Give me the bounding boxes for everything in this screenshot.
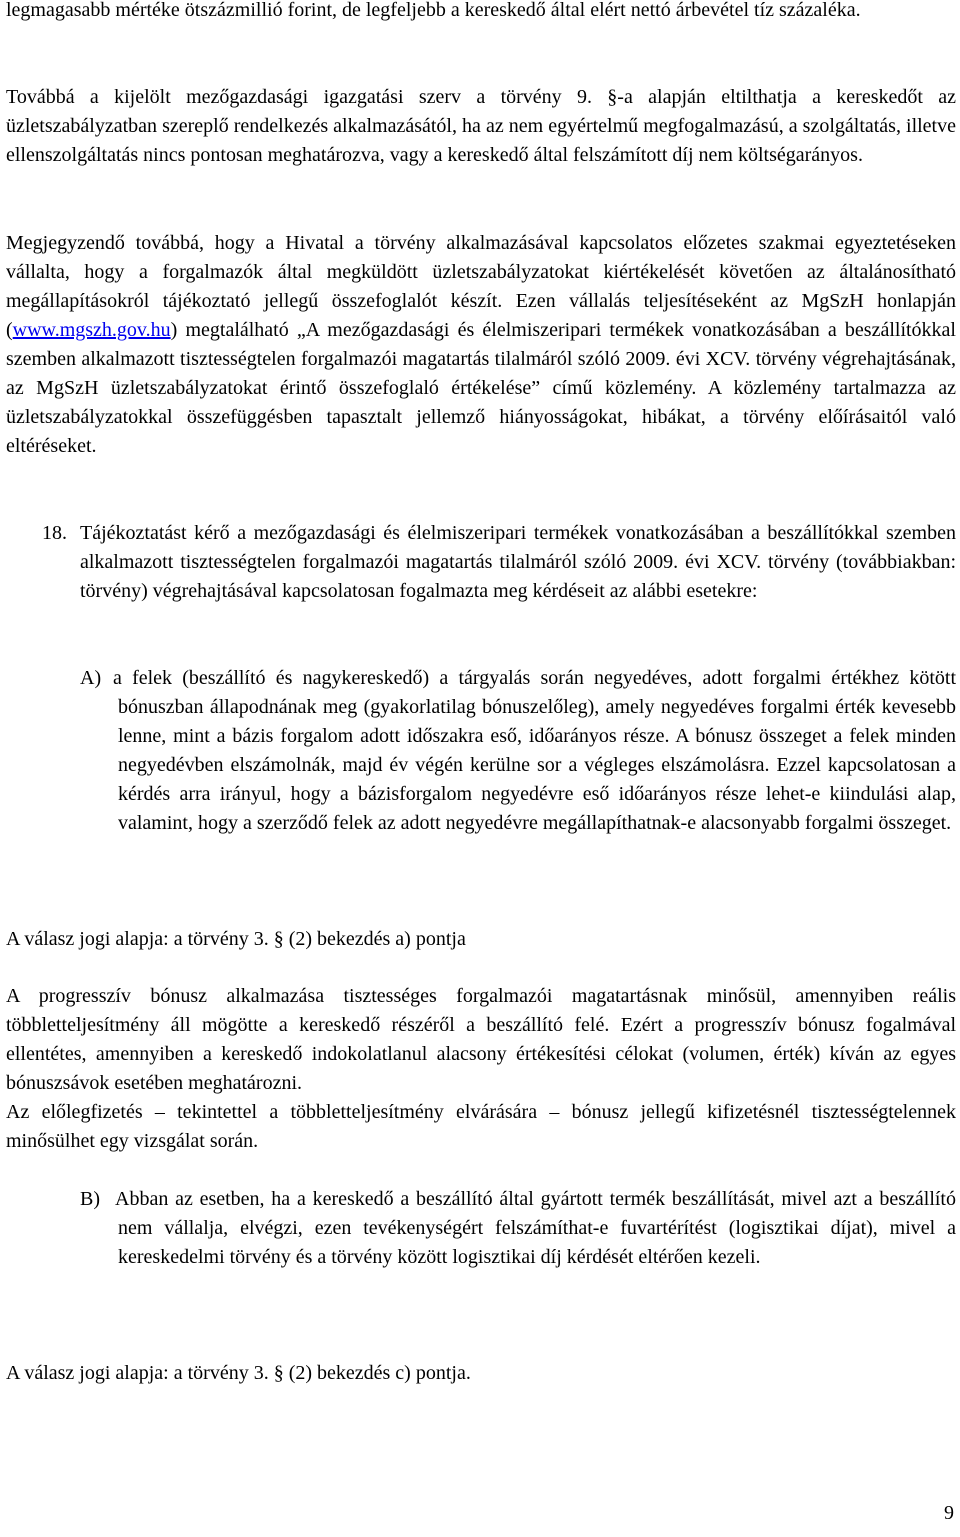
mgszh-website-link[interactable]: www.mgszh.gov.hu [12, 319, 171, 341]
item-text: Tájékoztatást kérő a mezőgazdasági és élelmiszeripari termékek vonatkozásában a beszállítókkal szemben alkalmazott tisztességtelen forgalmazói magatartás tilalmáról szóló 2009. évi XCV. törvény (továbbiakban: törvény) végrehajtásával kapcsolatosan fogalmazta meg kérdéseit az alábbi esetekre: [80, 522, 956, 602]
case-a-text: a felek (beszállító és nagykereskedő) a tárgyalás során negyedéves, adott forgalmi értékhez kötött bónuszban állapodnának meg (gyakorlatilag bónuszelőleg), amely negyedéves forgalmi érték kevesebb lenne, mint a bázis forgalom adott időszakra eső, időarányos része. A bónusz összeget a felek minden negyedévben elszámolnák, majd év végén kerülne sor a végleges elszámolásra. Ezzel kapcsolatosan a kérdés arra irányul, hogy a bázisforgalom negyedévre eső időarányos része lehet-e kiindulási alap, valamint, hogy a szerződő felek az adott negyedévre megállapíthatnak-e alacsonyabb forgalmi összeget. [113, 667, 956, 834]
paragraph-note [6, 229, 956, 461]
answer-a-legal-basis: A válasz jogi alapja: a törvény 3. § (2) bekezdés a) pontja [6, 928, 466, 950]
page-number: 9 [944, 1502, 954, 1524]
case-b-label: B) [80, 1188, 100, 1210]
note-text-after-link: ) megtalálható „A mezőgazdasági és élelmiszeripari termékek vonatkozásában a beszállítókkal szemben alkalmazott tisztességtelen forgalmazói magatartás tilalmáról szóló 2009. évi XCV. törvény végrehajtásának, az MgSzH üzletszabályzatokat érintő összefoglaló értékelése” című közlemény. A közlemény tartalmazza az üzletszabályzatokkal összefüggésben tapasztalt jellemző hiányosságokat, hibákat, a törvény előírásaitól való eltéréseket. [6, 319, 956, 457]
item-number: 18. [42, 522, 67, 544]
explanation-advance-payment: Az előlegfizetés – tekintettel a többletteljesítmény elvárására – bónusz jellegű kifizetésnél tisztességtelennek minősülhet egy vizsgálat során. [6, 1101, 956, 1152]
explanation-progressive-bonus: A progresszív bónusz alkalmazása tisztességes forgalmazói magatartásnak minősül, amennyiben reális többletteljesítmény áll mögötte a kereskedő részéről a beszállító felé. Ezért a progresszív bónusz fogalmával ellentétes, amennyiben a kereskedő indokolatlanul alacsony értékesítési célokat (volumen, érték) kíván az egyes bónuszsávok esetében meghatározni. [6, 985, 956, 1094]
note-text-before-link: Megjegyzendő továbbá, hogy a Hivatal a törvény alkalmazásával kapcsolatos előzetes szakmai egyeztetéseken vállalta, hogy a forgalmazók által megküldött üzletszabályzatokat kiértékelését követően az általánosítható megállapításokról tájékoztató jellegű összefoglalót készít. Ezen vállalás teljesítéseként az MgSzH honlapján ( [6, 232, 956, 341]
paragraph-further: Továbbá a kijelölt mezőgazdasági igazgatási szerv a törvény 9. §-a alapján eltilthatja a kereskedőt az üzletszabályzatban szereplő rendelkezés alkalmazásától, ha az nem egyértelmű megfogalmazású, a szolgáltatás, illetve ellenszolgáltatás nincs pontosan meghatározva, vagy a kereskedő által felszámított díj nem költségarányos. [6, 86, 956, 166]
paragraph-intro-tail: legmagasabb mértéke ötszázmillió forint, de legfeljebb a kereskedő által elért nettó árbevétel tíz százaléka. [6, 0, 861, 21]
case-a-label: A) [80, 667, 102, 689]
answer-b-legal-basis: A válasz jogi alapja: a törvény 3. § (2) bekezdés c) pontja. [6, 1362, 471, 1384]
case-b-text: Abban az esetben, ha a kereskedő a beszállító által gyártott termék beszállítását, mivel azt a beszállító nem vállalja, elvégzi, ezen tevékenységért felszámíthat-e fuvartérítést (logisztikai díjat), mivel a kereskedelmi törvény és a törvény között logisztikai díj kérdését eltérően kezeli. [115, 1188, 956, 1268]
